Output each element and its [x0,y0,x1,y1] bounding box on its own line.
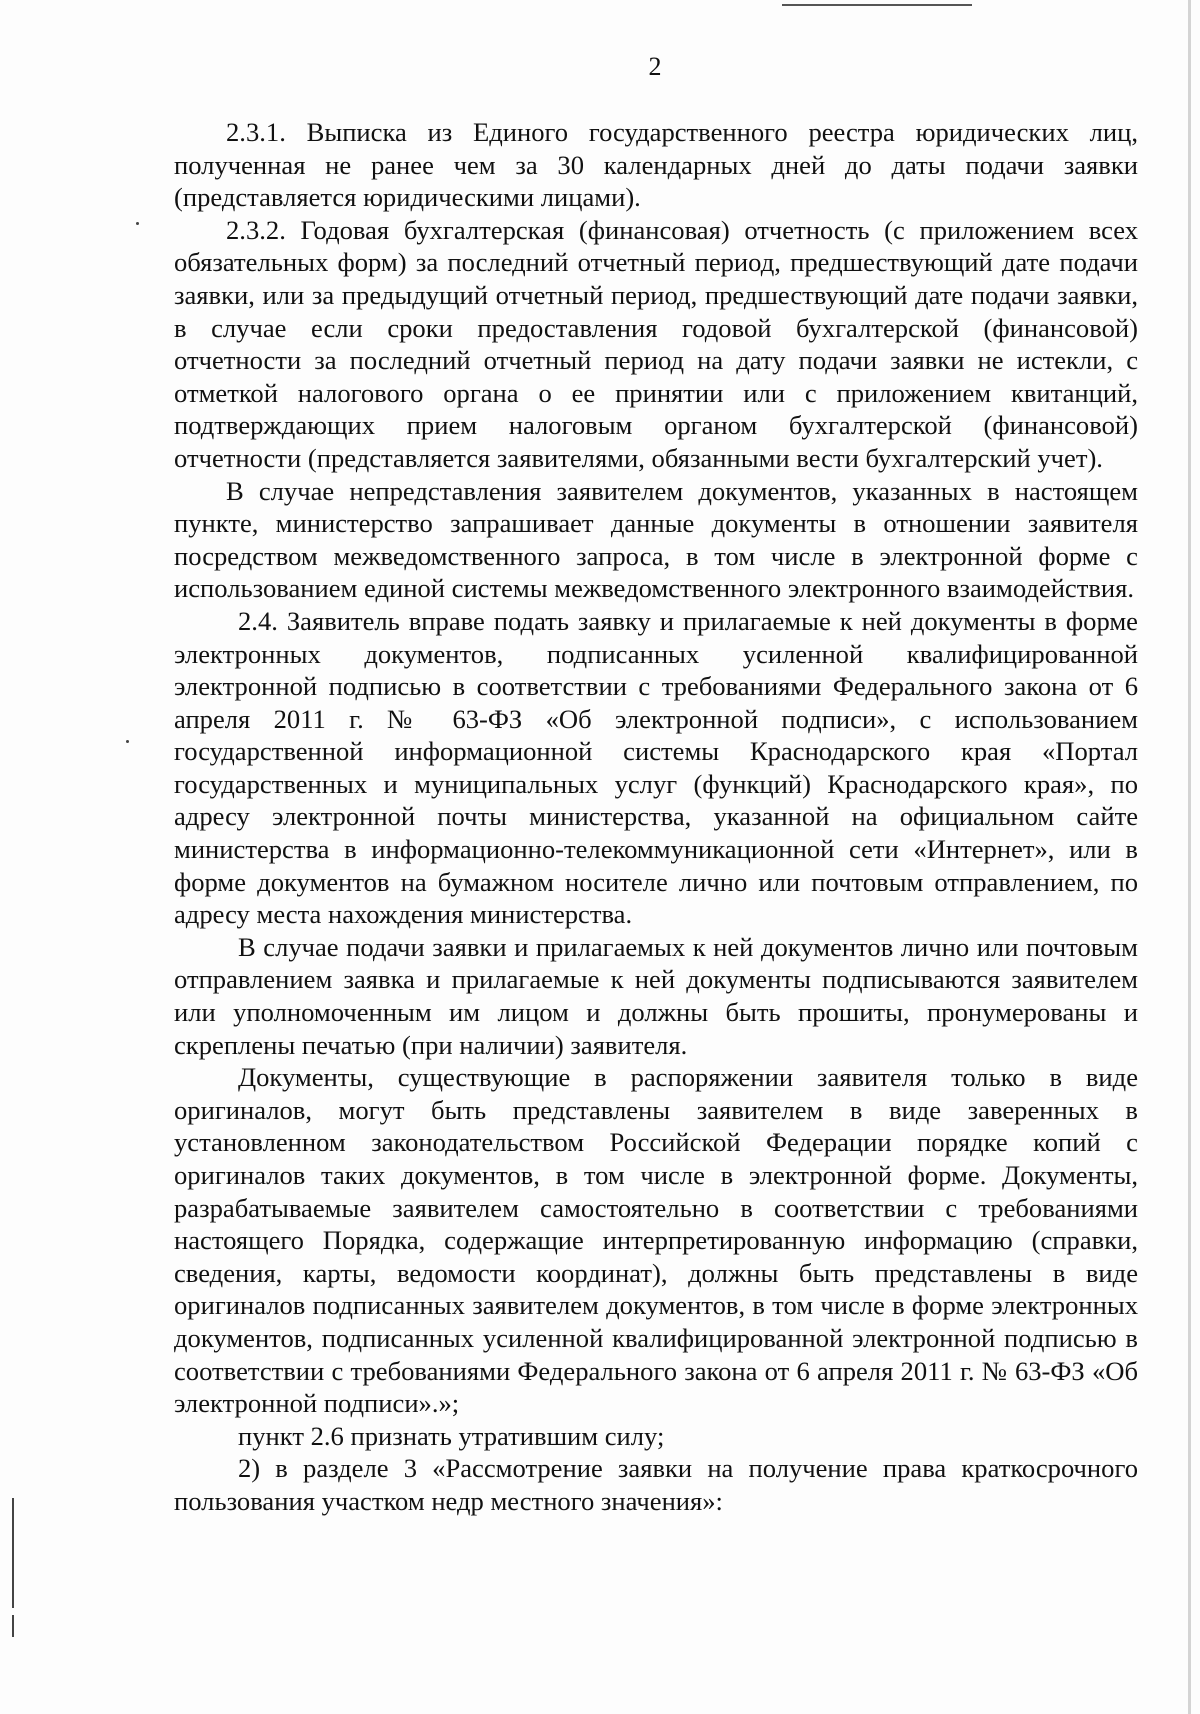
scan-speck [136,222,139,225]
paragraph-2-3-1: 2.3.1. Выписка из Единого государственного реестра юридических лиц, полученная не ранее чем за 30 календарных дней до даты подачи заявки (представляется юридическими лицами). [174,117,1138,213]
paragraph-documents-copies: Документы, существующие в распоряжении заявителя только в виде оригиналов, могут быть представлены заявителем в виде заверенных в установленном законодательством Российской Федерации порядке копий с оригиналов таких документов, в том числе в электронной форме. Документы, разрабатываемые заявителем самостоятельно в соответствии с требованиями настоящего Порядка, содержащие интерпретированную информацию (справки, сведения, карты, ведомости координат), должны быть представлены в виде оригиналов подписанных заявителем документов, в том числе в форме электронных документов, подписанных усиленной квалифицированной электронной подписью в соответствии с требованиями Федерального закона от 6 апреля 2011 г. № 63-ФЗ «Об электронной подписи».»; [174,1062,1138,1419]
paragraph-2-3-2: 2.3.2. Годовая бухгалтерская (финансовая) отчетность (с приложением всех обязательных форм) за последний отчетный период, предшествующий дате подачи заявки, или за предыдущий отчетный период, предшествующий дате подачи заявки, в случае если сроки предоставления годовой бухгалтерской (финансовой) отчетности за последний отчетный период на дату подачи заявки не истекли, с отметкой налогового органа о ее принятии или с приложением квитанций, подтверждающих прием налоговым органом бухгалтерской (финансовой) отчетности (представляется заявителями, обязанными вести бухгалтерский учет). [174,214,1138,473]
paragraph-non-submission: В случае непредставления заявителем документов, указанных в настоящем пункте, министерство запрашивает данные документы в отношении заявителя посредством межведомственного запроса, в том числе в электронной форме с использованием единой системы межведомственного электронного взаимодействия. [174,475,1138,604]
scan-edge-line [1188,0,1191,1714]
paragraph-2-4: 2.4. Заявитель вправе подать заявку и прилагаемые к ней документы в форме электронных документов, подписанных усиленной квалифицированной электронной подписью в соответствии с требованиями Федерального закона от 6 апреля 2011 г. № 63-ФЗ «Об электронной подписи», с использованием государственной информационной системы Краснодарского края «Портал государственных и муниципальных услуг (функций) Краснодарского края», по адресу электронной почты министерства, указанной на официальном сайте министерства в информационно-телекоммуникационной сети «Интернет», или в форме документов на бумажном носителе лично или почтовым отправлением, по адресу места нахождения министерства. [174,605,1138,930]
document-body [174,116,1138,1518]
paragraph-paper-submission: В случае подачи заявки и прилагаемых к ней документов лично или почтовым отправлением заявка и прилагаемые к ней документы подписываются заявителем или уполномоченным им лицом и должны быть прошиты, пронумерованы и скреплены печатью (при наличии) заявителя. [174,931,1138,1060]
scan-margin-mark [12,1498,14,1608]
top-rule-line [782,4,972,6]
page-number: 2 [648,52,662,81]
scan-margin-mark [12,1615,14,1637]
scan-speck [126,740,129,743]
paragraph-section-3: 2) в разделе 3 «Рассмотрение заявки на получение права краткосрочного пользования участком недр местного значения»: [174,1453,1138,1516]
paragraph-clause-2-6: пункт 2.6 признать утратившим силу; [238,1420,665,1451]
